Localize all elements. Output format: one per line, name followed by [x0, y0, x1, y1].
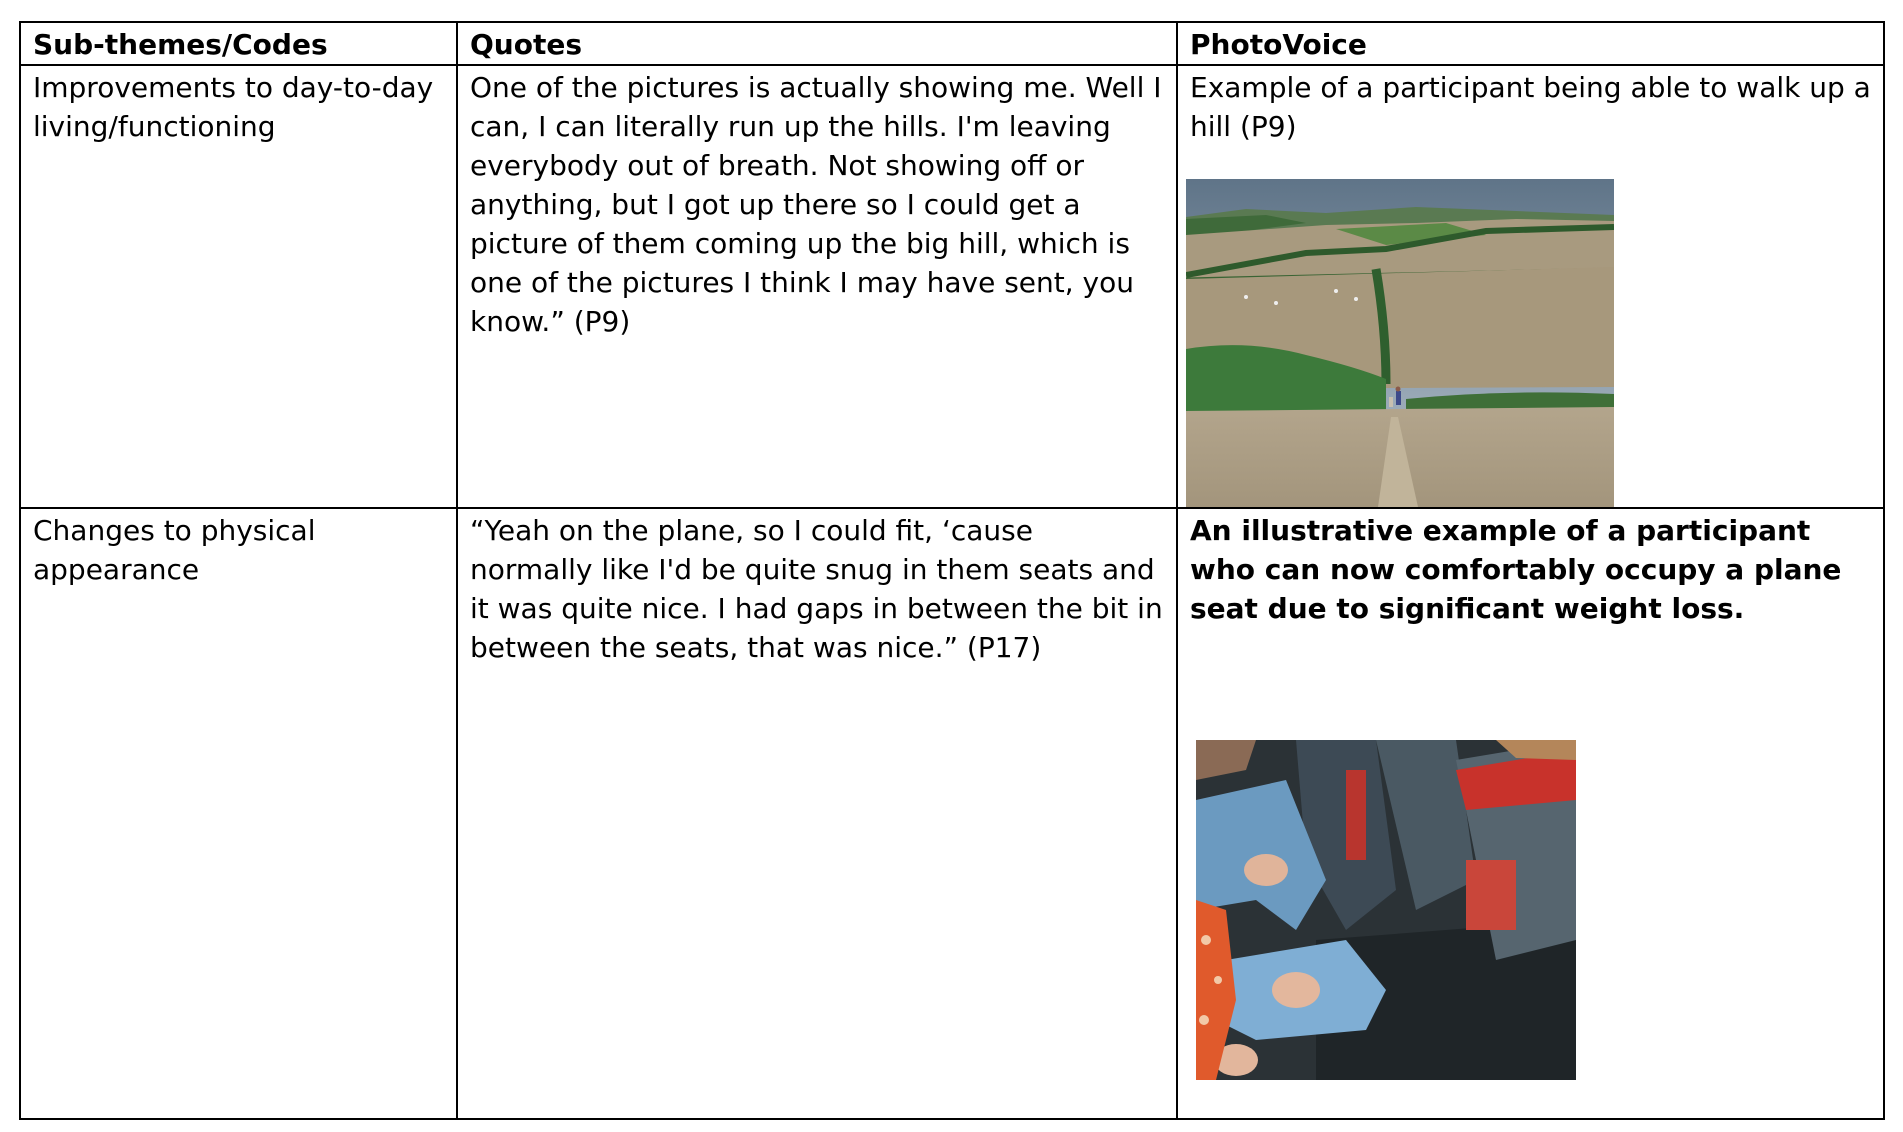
- header-quotes: Quotes: [457, 22, 1177, 65]
- themes-table: [19, 21, 1885, 1120]
- table-row: [20, 508, 1884, 1119]
- code-cell: Improvements to day-to-day living/functioning: [20, 65, 457, 508]
- photovoice-cell: [1177, 508, 1884, 1119]
- code-cell: Changes to physical appearance: [20, 508, 457, 1119]
- photovoice-caption: Example of a participant being able to walk up a hill (P9): [1190, 71, 1871, 143]
- plane-seat-photo: [1196, 740, 1576, 1080]
- quote-cell: One of the pictures is actually showing me. Well I can, I can literally run up the hills. I'm leaving everybody out of breath. Not showing off or anything, but I got up there so I could get a picture of them coming up the big hill, which is one of the pictures I think I may have sent, you know.” (P9): [457, 65, 1177, 508]
- photovoice-caption: An illustrative example of a participant who can now comfortably occupy a plane seat due to significant weight loss.: [1190, 514, 1842, 625]
- header-photovoice: PhotoVoice: [1177, 22, 1884, 65]
- hill-landscape-photo: [1186, 179, 1614, 507]
- quote-cell: “Yeah on the plane, so I could fit, ‘cause normally like I'd be quite snug in them seats and it was quite nice. I had gaps in between the bit in between the seats, that was nice.” (P17): [457, 508, 1177, 1119]
- photovoice-cell: [1177, 65, 1884, 508]
- header-sub-themes: Sub-themes/Codes: [20, 22, 457, 65]
- table-row: [20, 65, 1884, 508]
- table-header-row: [20, 22, 1884, 65]
